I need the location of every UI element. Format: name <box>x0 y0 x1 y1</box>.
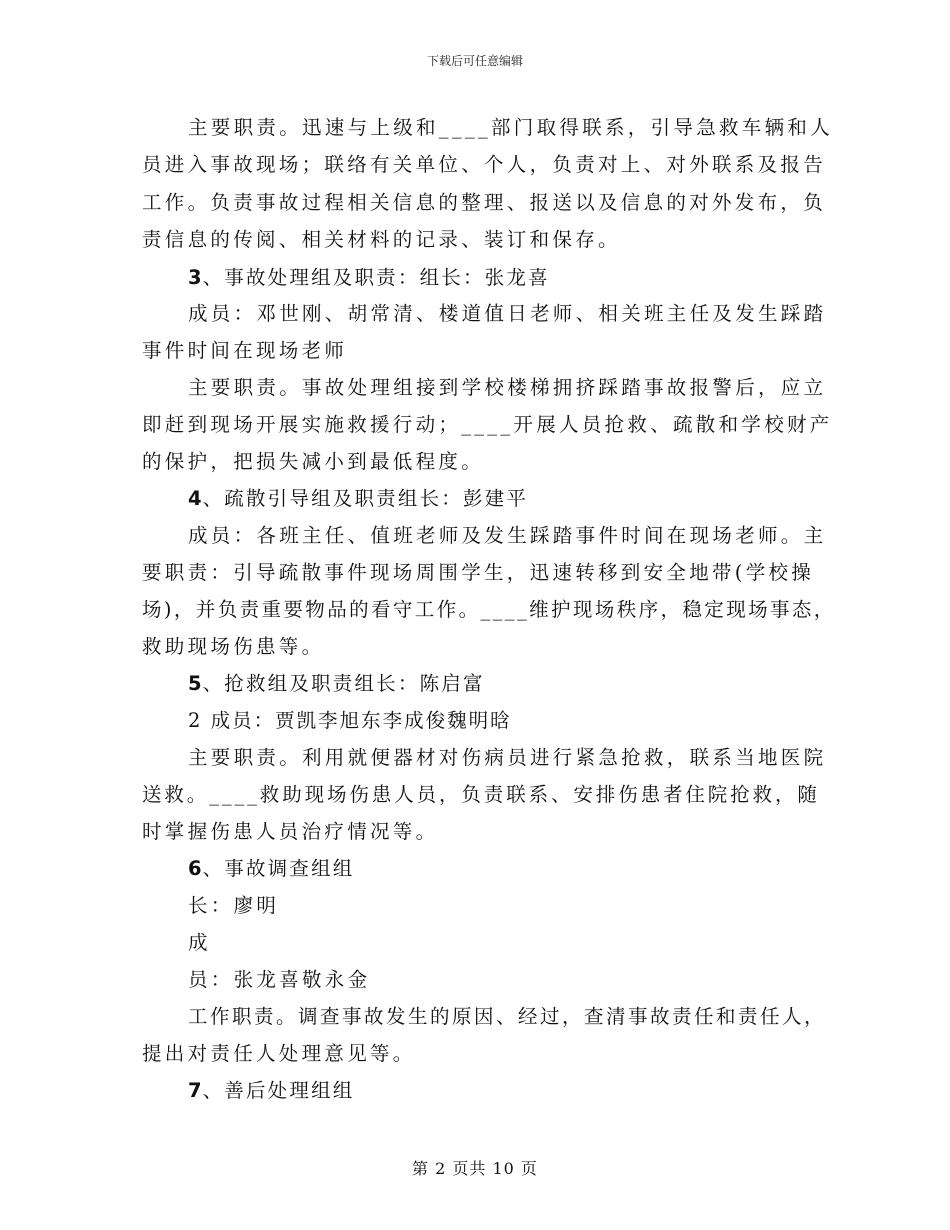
paragraph-line: 提出对责任人处理意见等。 <box>142 1042 416 1065</box>
header-note: 下载后可任意编辑 <box>426 54 523 68</box>
section-heading-text: 、抢救组及职责组长：陈启富 <box>202 672 485 695</box>
paragraph-line: 主要职责。利用就便器材对伤病员进行紧急抢救，联系当地医院 <box>188 746 827 769</box>
section-heading-text: 、疏散引导组及职责组长：彭建平 <box>202 487 529 510</box>
section-number: 7 <box>188 1079 203 1102</box>
paragraph-line: 员：张龙喜敬永金 <box>188 968 371 991</box>
section-heading-text: 、事故处理组及职责：组长：张龙喜 <box>202 266 550 289</box>
paragraph-line: 成 <box>188 931 211 954</box>
paragraph-line: 场)，并负责重要物品的看守工作。____维护现场秩序，稳定现场事态， <box>142 598 836 621</box>
section-number: 3 <box>188 266 203 289</box>
paragraph-line: 责信息的传阅、相关材料的记录、装订和保存。 <box>142 228 621 251</box>
paragraph-line: 员进入事故现场；联络有关单位、个人，负责对上、对外联系及报告 <box>142 153 827 176</box>
paragraph-line: 即赶到现场开展实施救援行动；____开展人员抢救、疏散和学校财产 <box>142 413 833 436</box>
paragraph-line: 主要职责。事故处理组接到学校楼梯拥挤踩踏事故报警后，应立 <box>188 376 827 399</box>
paragraph-line: 长：廖明 <box>188 894 280 917</box>
section-heading-4 <box>188 481 528 517</box>
section-heading-5 <box>188 666 485 702</box>
paragraph-line: 时掌握伤患人员治疗情况等。 <box>142 820 439 843</box>
paragraph-line: 成员：邓世刚、胡常清、楼道值日老师、相关班主任及发生踩踏 <box>188 302 827 325</box>
section-number: 6 <box>188 857 203 880</box>
section-heading-text: 、善后处理组组 <box>202 1079 355 1102</box>
paragraph-line: 的保护，把损失减小到最低程度。 <box>142 450 485 473</box>
paragraph-line: 送救。____救助现场伤患人员，负责联系、安排伤患者住院抢救，随 <box>142 783 820 806</box>
paragraph-line: 2 成员：贾凯李旭东李成俊魏明晗 <box>188 709 512 732</box>
paragraph-line: 主要职责。迅速与上级和____部门取得联系，引导急救车辆和人 <box>188 116 834 139</box>
section-number: 4 <box>188 487 203 510</box>
paragraph-line: 要职责：引导疏散事件现场周围学生，迅速转移到安全地带(学校操 <box>142 561 815 584</box>
paragraph-line: 工作。负责事故过程相关信息的整理、报送以及信息的对外发布，负 <box>142 191 827 214</box>
paragraph-line: 事件时间在现场老师 <box>142 339 348 362</box>
section-heading-7 <box>188 1073 354 1109</box>
section-heading-6 <box>188 851 354 887</box>
section-heading-3 <box>188 260 550 296</box>
paragraph-line: 成员：各班主任、值班老师及发生踩踏事件时间在现场老师。主 <box>188 524 827 547</box>
paragraph-line: 救助现场伤患等。 <box>142 635 325 658</box>
page-number-footer: 第 2 页共 10 页 <box>412 1159 538 1178</box>
section-heading-text: 、事故调查组组 <box>202 857 355 880</box>
section-number: 5 <box>188 672 203 695</box>
paragraph-line: 工作职责。调查事故发生的原因、经过，查清事故责任和责任人， <box>188 1005 827 1028</box>
